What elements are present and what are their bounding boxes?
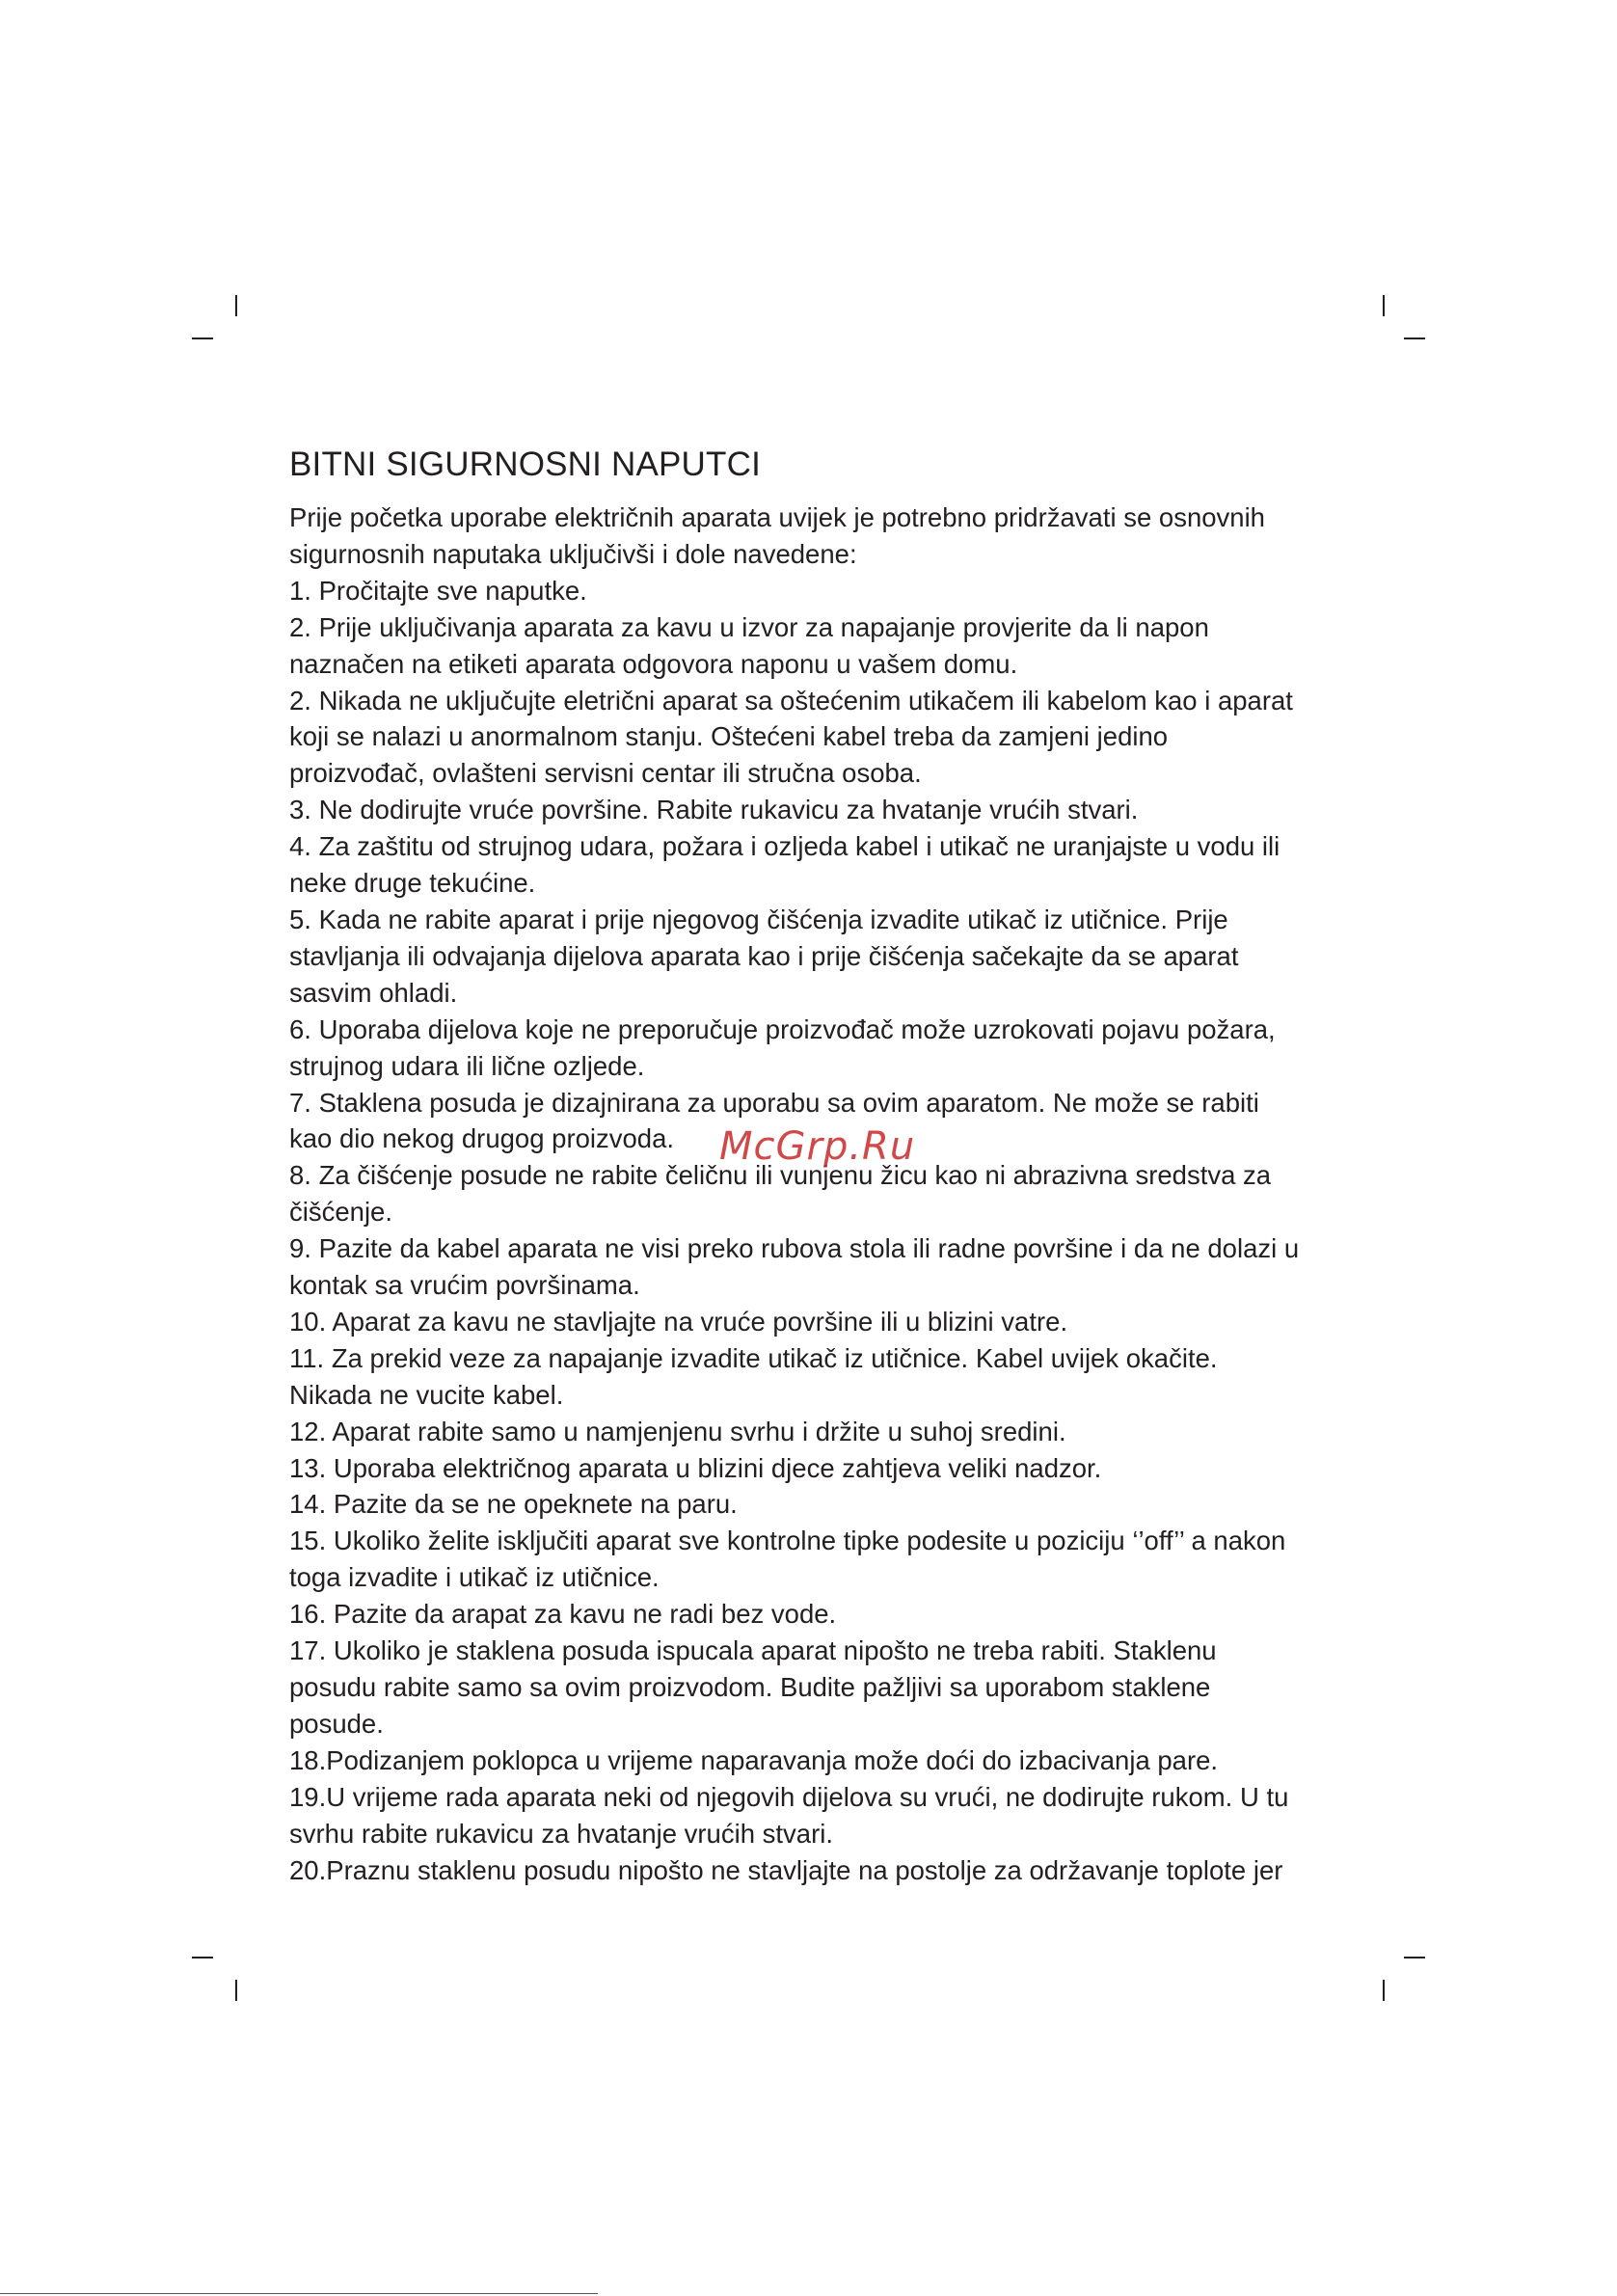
text-line: 10. Aparat za kavu ne stavljajte na vruće površine ili u blizini vatre. [289,1306,1068,1337]
text-line: 6. Uporaba dijelova koje ne preporučuje proizvođač može uzrokovati pojavu požara, [289,1013,1276,1044]
instruction-item [289,1633,1331,1742]
text-line: 5. Kada ne rabite aparat i prije njegovog čišćenja izvadite utikač iz utičnice. Prije [289,904,1228,934]
text-line: kontak sa vrućim površinama. [289,1270,640,1301]
text-line: sigurnosnih naputaka uključivši i dole navedene: [289,538,857,569]
instruction-item [289,1230,1331,1304]
text-line: 2. Prije uključivanja aparata za kavu u izvor za napajanje provjerite da li napon [289,611,1209,642]
instruction-item [289,1742,1331,1779]
crop-mark-top-left-vertical [235,295,237,316]
text-line: 13. Uporaba električnog aparata u blizini djece zahtjeva veliki nadzor. [289,1452,1102,1483]
crop-mark-bottom-left-vertical [235,1980,237,2001]
instruction-item [289,1304,1331,1340]
text-line: 9. Pazite da kabel aparata ne visi preko rubova stola ili radne površine i da ne dolazi u [289,1233,1300,1264]
text-line: 14. Pazite da se ne opeknete na paru. [289,1489,738,1520]
text-line: posude. [289,1708,384,1739]
instruction-item [289,1486,1331,1523]
text-line: Prije početka uporabe električnih aparata uvijek je potrebno pridržavati se osnovnih [289,502,1265,532]
instruction-item [289,902,1331,1012]
text-line: toga izvadite i utikač iz utičnice. [289,1562,660,1593]
instruction-item [289,683,1331,793]
text-line: čišćenje. [289,1197,392,1228]
crop-mark-top-left-horizontal [192,338,213,339]
instruction-item [289,828,1331,902]
text-line: 20.Praznu staklenu posudu nipošto ne stavljajte na postolje za održavanje toplote jer [289,1854,1283,1885]
bottom-divider [0,2293,598,2294]
text-line: stavljanja ili odvajanja dijelova aparata kao i prije čišćenja sačekajte da se aparat [289,940,1239,971]
text-line: koji se nalazi u anormalnom stanju. Oštećeni kabel treba da zamjeni jedino [289,721,1169,752]
instruction-item [289,1340,1331,1414]
text-line: sasvim ohladi. [289,977,458,1008]
text-line: naznačen na etiketi aparata odgovora naponu u vašem domu. [289,648,1018,679]
instruction-item [289,1523,1331,1596]
text-line: 4. Za zaštitu od strujnog udara, požara i ozljeda kabel i utikač ne uranjajste u vodu ili [289,831,1280,862]
text-line: Nikada ne vucite kabel. [289,1379,564,1410]
crop-mark-bottom-left-horizontal [192,1957,213,1958]
crop-mark-top-right-vertical [1383,295,1385,316]
watermark-text: McGrp.Ru [719,1124,916,1169]
instruction-item [289,1852,1331,1889]
text-line: 8. Za čišćenje posude ne rabite čeličnu ili vunjenu žicu kao ni abrazivna sredstva za [289,1160,1272,1191]
text-line: 11. Za prekid veze za napajanje izvadite utikač iz utičnice. Kabel uvijek okačite. [289,1342,1218,1373]
text-line: kao dio nekog drugog proizvoda. [289,1123,675,1154]
text-line: 15. Ukoliko želite isključiti aparat sve kontrolne tipke podesite u poziciju ‘’off’’ a nakon [289,1526,1286,1556]
text-line: 7. Staklena posuda je dizajnirana za uporabu sa ovim aparatom. Ne može se rabiti [289,1087,1259,1118]
instruction-item [289,792,1331,828]
document-title: BITNI SIGURNOSNI NAPUTCI [289,446,762,483]
instruction-item [289,1012,1331,1085]
instruction-item [289,1450,1331,1487]
text-line: 19.U vrijeme rada aparata neki od njegovih dijelova su vrući, ne dodirujte rukom. U tu [289,1781,1289,1812]
crop-mark-bottom-right-vertical [1383,1980,1385,2001]
instruction-item [289,609,1331,683]
text-line: 3. Ne dodirujte vruće površine. Rabite rukavicu za hvatanje vrućih stvari. [289,795,1139,825]
text-line: neke druge tekućine. [289,868,536,899]
crop-mark-bottom-right-horizontal [1404,1957,1425,1958]
text-line: 17. Ukoliko je staklena posuda ispucala aparat nipošto ne treba rabiti. Staklenu [289,1635,1217,1666]
text-line: 16. Pazite da arapat za kavu ne radi bez vode. [289,1599,837,1630]
crop-mark-top-right-horizontal [1404,338,1425,339]
text-line: 12. Aparat rabite samo u namjenjenu svrhu i držite u suhoj sredini. [289,1416,1066,1446]
instruction-item [289,1779,1331,1852]
text-line: svrhu rabite rukavicu za hvatanje vrućih stvari. [289,1818,833,1849]
text-line: proizvođač, ovlašteni servisni centar ili stručna osoba. [289,758,922,789]
text-line: 2. Nikada ne uključujte eletrični aparat sa oštećenim utikačem ili kabelom kao i aparat [289,685,1293,716]
instruction-item [289,1414,1331,1450]
intro-paragraph [289,500,1331,573]
text-line: posudu rabite samo sa ovim proizvodom. Budite pažljivi sa uporabom staklene [289,1672,1211,1702]
text-line: 1. Pročitajte sve naputke. [289,575,587,606]
instruction-item [289,1596,1331,1633]
instructions-list [289,500,1331,1888]
text-line: strujnog udara ili lične ozljede. [289,1050,645,1081]
instruction-item [289,573,1331,609]
text-line: 18.Podizanjem poklopca u vrijeme naparavanja može doći do izbacivanja pare. [289,1744,1219,1775]
